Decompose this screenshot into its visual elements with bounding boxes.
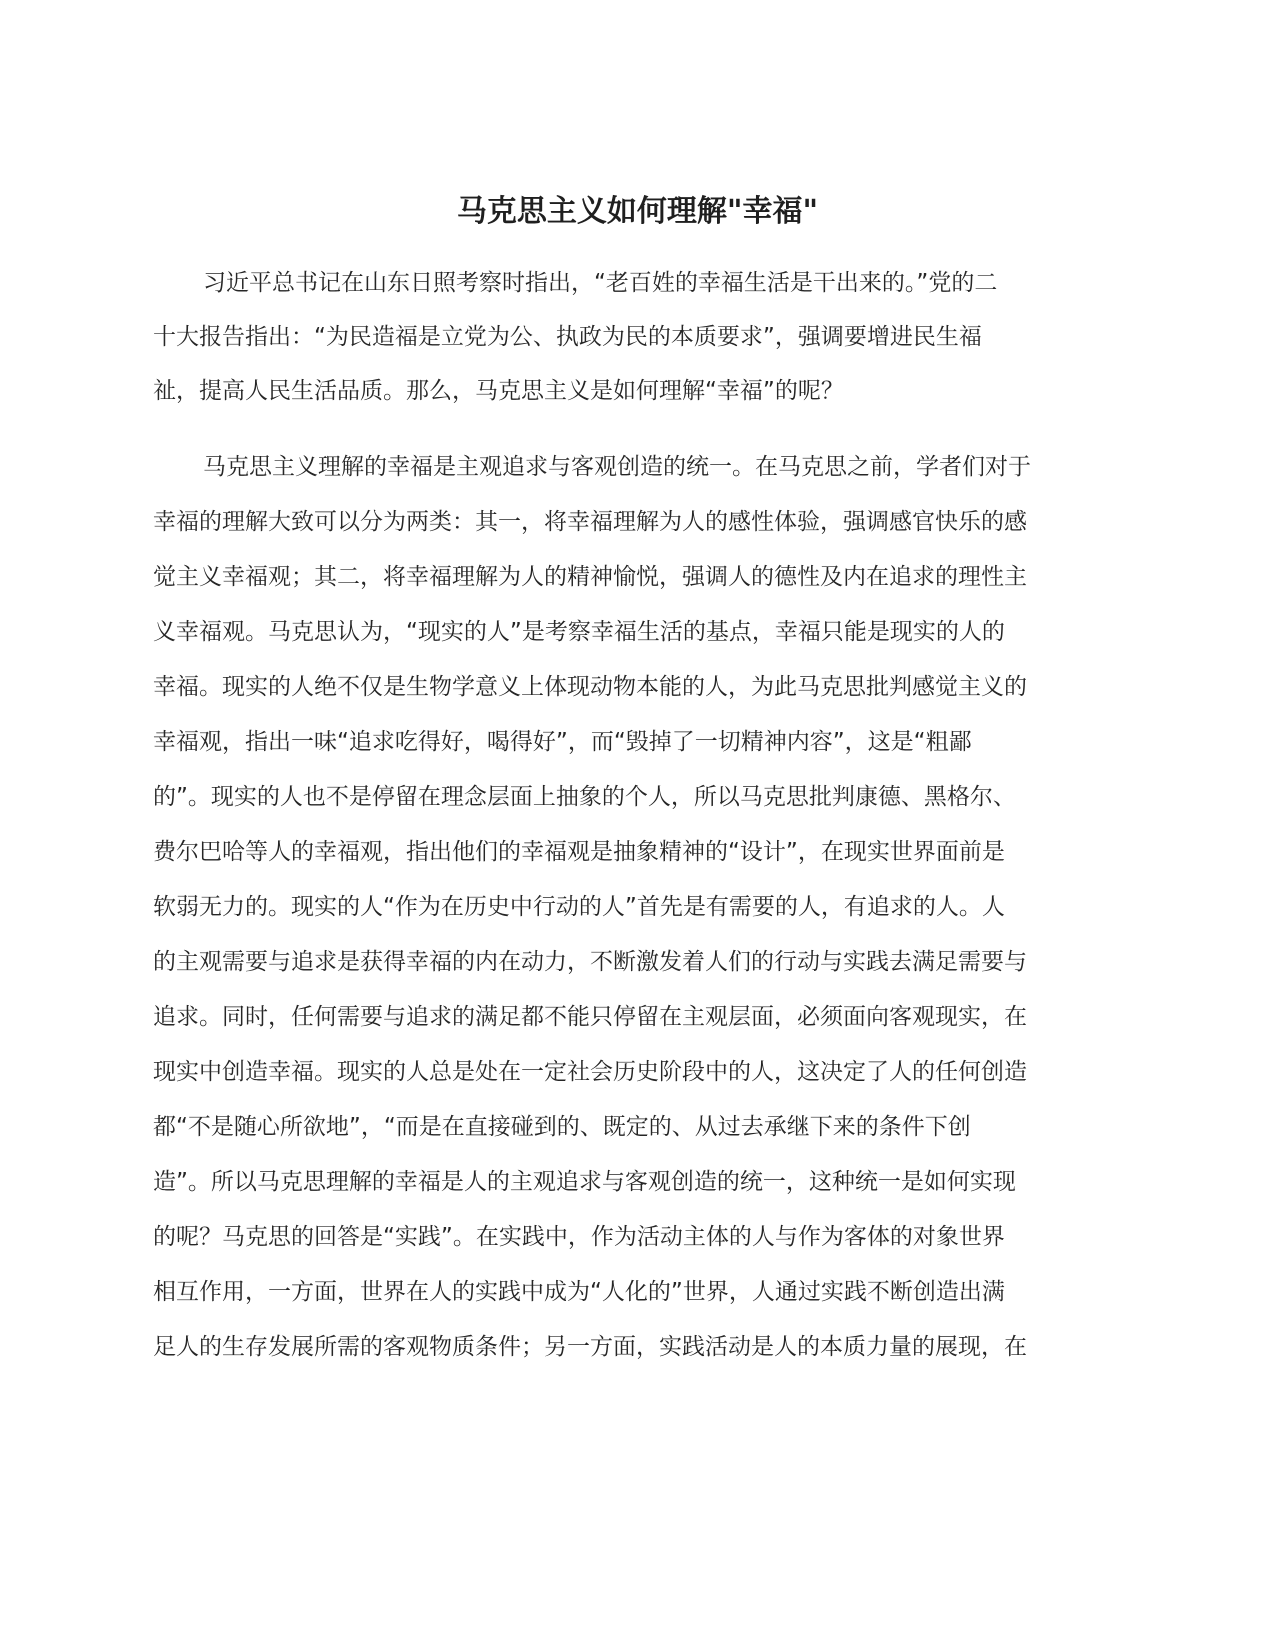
- paragraph-line: 十大报告指出：“为民造福是立党为公、执政为民的本质要求”，强调要增进民生福: [153, 324, 982, 350]
- paragraph-line: 的主观需要与追求是获得幸福的内在动力，不断激发着人们的行动与实践去满足需要与: [153, 949, 1027, 975]
- paragraph-line: 祉，提高人民生活品质。那么，马克思主义是如何理解“幸福”的呢？: [153, 378, 844, 404]
- paragraph-line: 幸福的理解大致可以分为两类：其一，将幸福理解为人的感性体验，强调感官快乐的感: [153, 509, 1027, 535]
- paragraph-line: 幸福观，指出一味“追求吃得好，喝得好”，而“毁掉了一切精神内容”，这是“粗鄙: [153, 729, 972, 755]
- paragraph-line: 马克思主义理解的幸福是主观追求与客观创造的统一。在马克思之前，学者们对于: [203, 454, 1031, 480]
- paragraph-line: 觉主义幸福观；其二，将幸福理解为人的精神愉悦，强调人的德性及内在追求的理性主: [153, 564, 1027, 590]
- paragraph-line: 软弱无力的。现实的人“作为在历史中行动的人”首先是有需要的人，有追求的人。人: [153, 894, 1005, 920]
- paragraph-line: 义幸福观。马克思认为，“现实的人”是考察幸福生活的基点，幸福只能是现实的人的: [153, 619, 1005, 645]
- paragraph-line: 幸福。现实的人绝不仅是生物学意义上体现动物本能的人，为此马克思批判感觉主义的: [153, 674, 1027, 700]
- paragraph-line: 造”。所以马克思理解的幸福是人的主观追求与客观创造的统一，这种统一是如何实现: [153, 1169, 1016, 1195]
- paragraph-line: 都“不是随心所欲地”，“而是在直接碰到的、既定的、从过去承继下来的条件下创: [153, 1114, 971, 1140]
- paragraph-line: 足人的生存发展所需的客观物质条件；另一方面，实践活动是人的本质力量的展现，在: [153, 1334, 1027, 1360]
- document-title: 马克思主义如何理解"幸福": [456, 194, 819, 229]
- paragraph-line: 的呢？马克思的回答是“实践”。在实践中，作为活动主体的人与作为客体的对象世界: [153, 1224, 1005, 1250]
- paragraph-line: 现实中创造幸福。现实的人总是处在一定社会历史阶段中的人，这决定了人的任何创造: [153, 1059, 1027, 1085]
- paragraph-line: 相互作用，一方面，世界在人的实践中成为“人化的”世界，人通过实践不断创造出满: [153, 1279, 1005, 1305]
- paragraph-line: 的”。现实的人也不是停留在理念层面上抽象的个人，所以马克思批判康德、黑格尔、: [153, 784, 1016, 810]
- paragraph-line: 习近平总书记在山东日照考察时指出，“老百姓的幸福生活是干出来的。”党的二: [203, 270, 998, 296]
- paragraph-line: 追求。同时，任何需要与追求的满足都不能只停留在主观层面，必须面向客观现实，在: [153, 1004, 1027, 1030]
- paragraph-line: 费尔巴哈等人的幸福观，指出他们的幸福观是抽象精神的“设计”，在现实世界面前是: [153, 839, 1005, 865]
